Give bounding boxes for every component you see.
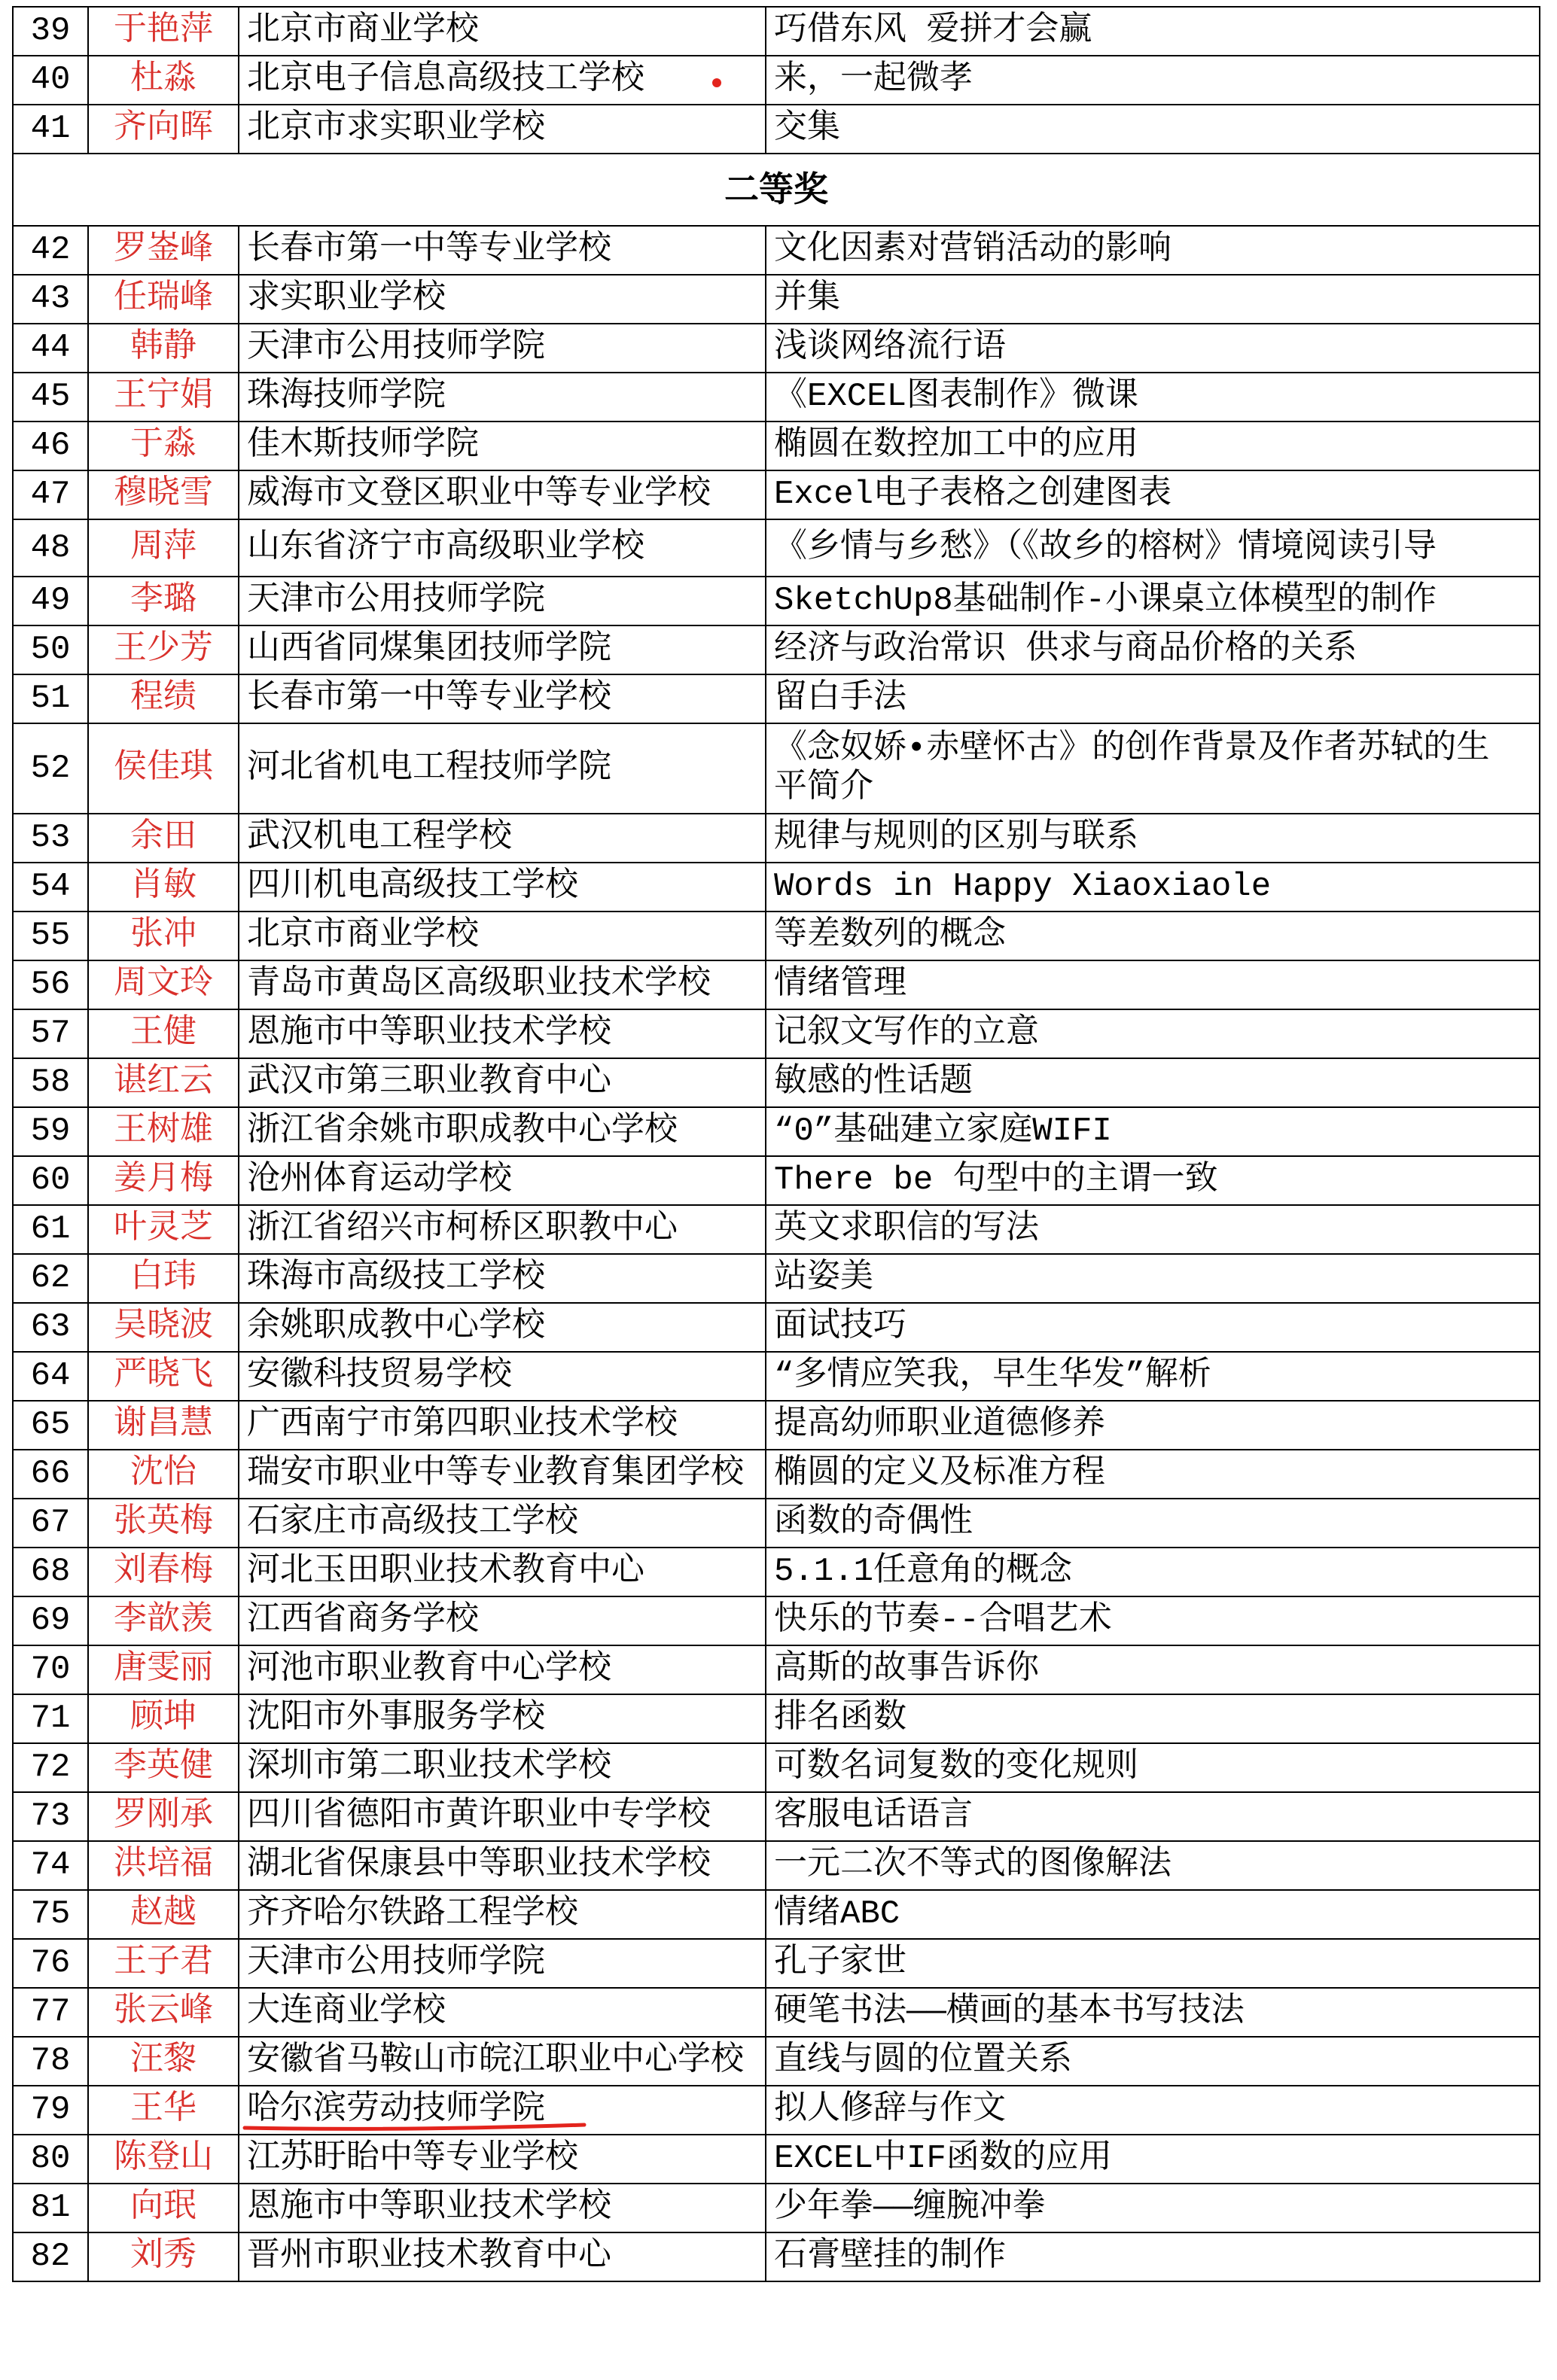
entry-title: 巧借东风 爱拼才会赢 bbox=[766, 7, 1540, 56]
row-number: 59 bbox=[13, 1107, 88, 1156]
row-number: 50 bbox=[13, 625, 88, 674]
recipient-name: 李歆羡 bbox=[88, 1596, 239, 1645]
row-number: 76 bbox=[13, 1939, 88, 1988]
entry-title: 高斯的故事告诉你 bbox=[766, 1645, 1540, 1694]
table-row bbox=[13, 1499, 1540, 1548]
school-name: 江西省商务学校 bbox=[239, 1596, 766, 1645]
entry-title: 函数的奇偶性 bbox=[766, 1499, 1540, 1548]
recipient-name: 王健 bbox=[88, 1009, 239, 1058]
entry-title: 一元二次不等式的图像解法 bbox=[766, 1841, 1540, 1890]
table-row bbox=[13, 2086, 1540, 2135]
school-name: 石家庄市高级技工学校 bbox=[239, 1499, 766, 1548]
recipient-name: 肖敏 bbox=[88, 863, 239, 912]
recipient-name: 余田 bbox=[88, 814, 239, 863]
school-name: 恩施市中等职业技术学校 bbox=[239, 1009, 766, 1058]
entry-title: 椭圆的定义及标准方程 bbox=[766, 1450, 1540, 1499]
recipient-name: 沈怡 bbox=[88, 1450, 239, 1499]
table-row bbox=[13, 1841, 1540, 1890]
entry-title: 经济与政治常识 供求与商品价格的关系 bbox=[766, 625, 1540, 674]
table-row bbox=[13, 470, 1540, 519]
school-name: 山西省同煤集团技师学院 bbox=[239, 625, 766, 674]
school-name: 珠海市高级技工学校 bbox=[239, 1254, 766, 1303]
entry-title: 《乡情与乡愁》（《故乡的榕树》情境阅读引导 bbox=[766, 519, 1540, 577]
table-row bbox=[13, 373, 1540, 422]
row-number: 44 bbox=[13, 324, 88, 373]
table-row bbox=[13, 1303, 1540, 1352]
school-name: 大连商业学校 bbox=[239, 1988, 766, 2037]
row-number: 41 bbox=[13, 105, 88, 154]
recipient-name: 杜淼 bbox=[88, 56, 239, 105]
recipient-name: 王子君 bbox=[88, 1939, 239, 1988]
school-name: 河北玉田职业技术教育中心 bbox=[239, 1548, 766, 1596]
recipient-name: 吴晓波 bbox=[88, 1303, 239, 1352]
table-row bbox=[13, 1988, 1540, 2037]
school-name: 武汉机电工程学校 bbox=[239, 814, 766, 863]
row-number: 67 bbox=[13, 1499, 88, 1548]
table-row bbox=[13, 1743, 1540, 1792]
entry-title: 客服电话语言 bbox=[766, 1792, 1540, 1841]
table-row bbox=[13, 2037, 1540, 2086]
school-name: 瑞安市职业中等专业教育集团学校 bbox=[239, 1450, 766, 1499]
row-number: 47 bbox=[13, 470, 88, 519]
entry-title: Excel电子表格之创建图表 bbox=[766, 470, 1540, 519]
entry-title: 来，一起微孝 bbox=[766, 56, 1540, 105]
table-row bbox=[13, 1548, 1540, 1596]
recipient-name: 侯佳琪 bbox=[88, 723, 239, 814]
table-row bbox=[13, 1058, 1540, 1107]
entry-title: Words in Happy Xiaoxiaole bbox=[766, 863, 1540, 912]
table-row bbox=[13, 1401, 1540, 1450]
table-row bbox=[13, 674, 1540, 723]
table-row bbox=[13, 2135, 1540, 2184]
school-name: 北京电子信息高级技工学校 bbox=[239, 56, 766, 105]
row-number: 48 bbox=[13, 519, 88, 577]
row-number: 42 bbox=[13, 226, 88, 275]
entry-title: 留白手法 bbox=[766, 674, 1540, 723]
row-number: 74 bbox=[13, 1841, 88, 1890]
recipient-name: 韩静 bbox=[88, 324, 239, 373]
recipient-name: 于艳萍 bbox=[88, 7, 239, 56]
row-number: 39 bbox=[13, 7, 88, 56]
table-row bbox=[13, 1254, 1540, 1303]
school-name: 长春市第一中等专业学校 bbox=[239, 674, 766, 723]
row-number: 82 bbox=[13, 2232, 88, 2281]
row-number: 66 bbox=[13, 1450, 88, 1499]
row-number: 72 bbox=[13, 1743, 88, 1792]
table-row bbox=[13, 324, 1540, 373]
school-name: 佳木斯技师学院 bbox=[239, 422, 766, 470]
school-name: 北京市求实职业学校 bbox=[239, 105, 766, 154]
row-number: 60 bbox=[13, 1156, 88, 1205]
recipient-name: 刘秀 bbox=[88, 2232, 239, 2281]
school-name: 沈阳市外事服务学校 bbox=[239, 1694, 766, 1743]
table-row bbox=[13, 1009, 1540, 1058]
school-name: 天津市公用技师学院 bbox=[239, 324, 766, 373]
entry-title: 少年拳——缠腕冲拳 bbox=[766, 2184, 1540, 2232]
row-number: 64 bbox=[13, 1352, 88, 1401]
row-number: 71 bbox=[13, 1694, 88, 1743]
recipient-name: 李英健 bbox=[88, 1743, 239, 1792]
entry-title: “0”基础建立家庭WIFI bbox=[766, 1107, 1540, 1156]
entry-title: 文化因素对营销活动的影响 bbox=[766, 226, 1540, 275]
entry-title: SketchUp8基础制作-小课桌立体模型的制作 bbox=[766, 577, 1540, 625]
table-row bbox=[13, 1450, 1540, 1499]
school-name: 余姚职成教中心学校 bbox=[239, 1303, 766, 1352]
row-number: 69 bbox=[13, 1596, 88, 1645]
school-name: 山东省济宁市高级职业学校 bbox=[239, 519, 766, 577]
row-number: 56 bbox=[13, 960, 88, 1009]
row-number: 55 bbox=[13, 912, 88, 960]
entry-title: 交集 bbox=[766, 105, 1540, 154]
entry-title: 排名函数 bbox=[766, 1694, 1540, 1743]
entry-title: 敏感的性话题 bbox=[766, 1058, 1540, 1107]
entry-title: 椭圆在数控加工中的应用 bbox=[766, 422, 1540, 470]
recipient-name: 李璐 bbox=[88, 577, 239, 625]
recipient-name: 张英梅 bbox=[88, 1499, 239, 1548]
school-name: 天津市公用技师学院 bbox=[239, 1939, 766, 1988]
table-row bbox=[13, 960, 1540, 1009]
entry-title: “多情应笑我，早生华发”解析 bbox=[766, 1352, 1540, 1401]
second-prize-rows bbox=[13, 226, 1540, 2281]
recipient-name: 王少芳 bbox=[88, 625, 239, 674]
recipient-name: 程绩 bbox=[88, 674, 239, 723]
recipient-name: 于淼 bbox=[88, 422, 239, 470]
school-name: 四川省德阳市黄许职业中专学校 bbox=[239, 1792, 766, 1841]
second-prize-heading: 二等奖 bbox=[13, 154, 1540, 226]
table-row bbox=[13, 7, 1540, 56]
entry-title: 记叙文写作的立意 bbox=[766, 1009, 1540, 1058]
row-number: 53 bbox=[13, 814, 88, 863]
school-name: 恩施市中等职业技术学校 bbox=[239, 2184, 766, 2232]
school-name: 求实职业学校 bbox=[239, 275, 766, 324]
entry-title: 并集 bbox=[766, 275, 1540, 324]
row-number: 46 bbox=[13, 422, 88, 470]
row-number: 61 bbox=[13, 1205, 88, 1254]
row-number: 52 bbox=[13, 723, 88, 814]
section-heading-row bbox=[13, 154, 1540, 226]
entry-title: 拟人修辞与作文 bbox=[766, 2086, 1540, 2135]
entry-title: 快乐的节奏--合唱艺术 bbox=[766, 1596, 1540, 1645]
entry-title: 《EXCEL图表制作》微课 bbox=[766, 373, 1540, 422]
row-number: 40 bbox=[13, 56, 88, 105]
school-name: 长春市第一中等专业学校 bbox=[239, 226, 766, 275]
table-row bbox=[13, 2232, 1540, 2281]
recipient-name: 罗刚承 bbox=[88, 1792, 239, 1841]
entry-title: 可数名词复数的变化规则 bbox=[766, 1743, 1540, 1792]
recipient-name: 向珉 bbox=[88, 2184, 239, 2232]
row-number: 68 bbox=[13, 1548, 88, 1596]
school-name: 晋州市职业技术教育中心 bbox=[239, 2232, 766, 2281]
entry-title: EXCEL中IF函数的应用 bbox=[766, 2135, 1540, 2184]
recipient-name: 周萍 bbox=[88, 519, 239, 577]
recipient-name: 汪黎 bbox=[88, 2037, 239, 2086]
recipient-name: 王树雄 bbox=[88, 1107, 239, 1156]
row-number: 62 bbox=[13, 1254, 88, 1303]
recipient-name: 周文玲 bbox=[88, 960, 239, 1009]
school-name: 安徽科技贸易学校 bbox=[239, 1352, 766, 1401]
recipient-name: 姜月梅 bbox=[88, 1156, 239, 1205]
recipient-name: 顾坤 bbox=[88, 1694, 239, 1743]
table-row bbox=[13, 863, 1540, 912]
school-name: 四川机电高级技工学校 bbox=[239, 863, 766, 912]
recipient-name: 叶灵芝 bbox=[88, 1205, 239, 1254]
recipient-name: 张云峰 bbox=[88, 1988, 239, 2037]
entry-title: 等差数列的概念 bbox=[766, 912, 1540, 960]
school-name: 威海市文登区职业中等专业学校 bbox=[239, 470, 766, 519]
table-row bbox=[13, 1205, 1540, 1254]
recipient-name: 严晓飞 bbox=[88, 1352, 239, 1401]
table-row bbox=[13, 912, 1540, 960]
table-row bbox=[13, 1939, 1540, 1988]
row-number: 57 bbox=[13, 1009, 88, 1058]
table-row bbox=[13, 1792, 1540, 1841]
entry-title: There be 句型中的主谓一致 bbox=[766, 1156, 1540, 1205]
table-row bbox=[13, 1645, 1540, 1694]
school-name: 北京市商业学校 bbox=[239, 7, 766, 56]
school-name: 广西南宁市第四职业技术学校 bbox=[239, 1401, 766, 1450]
entry-title: 情绪ABC bbox=[766, 1890, 1540, 1939]
table-row bbox=[13, 422, 1540, 470]
table-row bbox=[13, 226, 1540, 275]
row-number: 45 bbox=[13, 373, 88, 422]
recipient-name: 任瑞峰 bbox=[88, 275, 239, 324]
recipient-name: 齐向晖 bbox=[88, 105, 239, 154]
recipient-name: 刘春梅 bbox=[88, 1548, 239, 1596]
row-number: 43 bbox=[13, 275, 88, 324]
recipient-name: 张冲 bbox=[88, 912, 239, 960]
continued-rows bbox=[13, 7, 1540, 154]
recipient-name: 谌红云 bbox=[88, 1058, 239, 1107]
school-name: 江苏盱眙中等专业学校 bbox=[239, 2135, 766, 2184]
recipient-name: 王宁娟 bbox=[88, 373, 239, 422]
table-row bbox=[13, 105, 1540, 154]
award-table bbox=[12, 6, 1540, 2282]
entry-title: 孔子家世 bbox=[766, 1939, 1540, 1988]
school-name: 深圳市第二职业技术学校 bbox=[239, 1743, 766, 1792]
school-name: 天津市公用技师学院 bbox=[239, 577, 766, 625]
entry-title: 英文求职信的写法 bbox=[766, 1205, 1540, 1254]
row-number: 49 bbox=[13, 577, 88, 625]
table-row bbox=[13, 1890, 1540, 1939]
recipient-name: 陈登山 bbox=[88, 2135, 239, 2184]
table-row bbox=[13, 2184, 1540, 2232]
row-number: 63 bbox=[13, 1303, 88, 1352]
entry-title: 提高幼师职业道德修养 bbox=[766, 1401, 1540, 1450]
school-name: 河北省机电工程技师学院 bbox=[239, 723, 766, 814]
entry-title: 浅谈网络流行语 bbox=[766, 324, 1540, 373]
school-name: 湖北省保康县中等职业技术学校 bbox=[239, 1841, 766, 1890]
entry-title: 硬笔书法——横画的基本书写技法 bbox=[766, 1988, 1540, 2037]
recipient-name: 唐雯丽 bbox=[88, 1645, 239, 1694]
row-number: 75 bbox=[13, 1890, 88, 1939]
table-row bbox=[13, 577, 1540, 625]
school-name: 青岛市黄岛区高级职业技术学校 bbox=[239, 960, 766, 1009]
school-name: 哈尔滨劳动技师学院 bbox=[239, 2086, 766, 2135]
row-number: 81 bbox=[13, 2184, 88, 2232]
row-number: 73 bbox=[13, 1792, 88, 1841]
table-row bbox=[13, 56, 1540, 105]
school-name: 北京市商业学校 bbox=[239, 912, 766, 960]
second-prize-heading-group bbox=[13, 154, 1540, 226]
table-row bbox=[13, 519, 1540, 577]
school-name: 河池市职业教育中心学校 bbox=[239, 1645, 766, 1694]
school-name: 珠海技师学院 bbox=[239, 373, 766, 422]
recipient-name: 白玮 bbox=[88, 1254, 239, 1303]
row-number: 54 bbox=[13, 863, 88, 912]
row-number: 58 bbox=[13, 1058, 88, 1107]
row-number: 65 bbox=[13, 1401, 88, 1450]
school-name: 沧州体育运动学校 bbox=[239, 1156, 766, 1205]
recipient-name: 谢昌慧 bbox=[88, 1401, 239, 1450]
school-name: 浙江省绍兴市柯桥区职教中心 bbox=[239, 1205, 766, 1254]
row-number: 51 bbox=[13, 674, 88, 723]
school-name: 浙江省余姚市职成教中心学校 bbox=[239, 1107, 766, 1156]
entry-title: 《念奴娇•赤壁怀古》的创作背景及作者苏轼的生 平简介 bbox=[766, 723, 1540, 814]
table-row bbox=[13, 625, 1540, 674]
table-row bbox=[13, 814, 1540, 863]
table-row bbox=[13, 1107, 1540, 1156]
row-number: 70 bbox=[13, 1645, 88, 1694]
table-row bbox=[13, 723, 1540, 814]
table-row bbox=[13, 1694, 1540, 1743]
entry-title: 直线与圆的位置关系 bbox=[766, 2037, 1540, 2086]
row-number: 78 bbox=[13, 2037, 88, 2086]
row-number: 79 bbox=[13, 2086, 88, 2135]
entry-title: 情绪管理 bbox=[766, 960, 1540, 1009]
entry-title: 5.1.1任意角的概念 bbox=[766, 1548, 1540, 1596]
entry-title: 面试技巧 bbox=[766, 1303, 1540, 1352]
entry-title: 规律与规则的区别与联系 bbox=[766, 814, 1540, 863]
recipient-name: 罗崟峰 bbox=[88, 226, 239, 275]
recipient-name: 王华 bbox=[88, 2086, 239, 2135]
table-row bbox=[13, 275, 1540, 324]
school-name: 安徽省马鞍山市皖江职业中心学校 bbox=[239, 2037, 766, 2086]
school-name: 齐齐哈尔铁路工程学校 bbox=[239, 1890, 766, 1939]
recipient-name: 穆晓雪 bbox=[88, 470, 239, 519]
table-row bbox=[13, 1352, 1540, 1401]
school-name: 武汉市第三职业教育中心 bbox=[239, 1058, 766, 1107]
table-row bbox=[13, 1596, 1540, 1645]
table-row bbox=[13, 1156, 1540, 1205]
entry-title: 站姿美 bbox=[766, 1254, 1540, 1303]
recipient-name: 赵越 bbox=[88, 1890, 239, 1939]
row-number: 77 bbox=[13, 1988, 88, 2037]
row-number: 80 bbox=[13, 2135, 88, 2184]
entry-title: 石膏壁挂的制作 bbox=[766, 2232, 1540, 2281]
recipient-name: 洪培福 bbox=[88, 1841, 239, 1890]
